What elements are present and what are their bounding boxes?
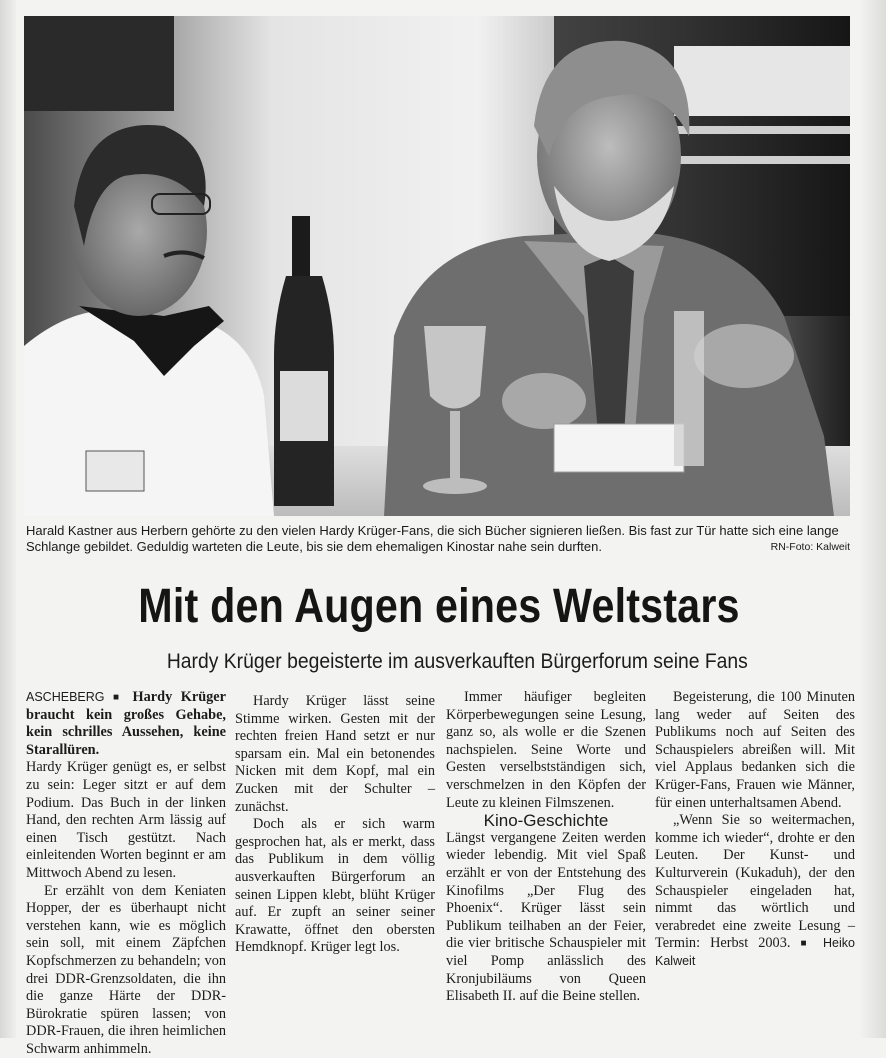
article-photo [24, 16, 850, 516]
bullet-icon: ■ [113, 692, 124, 703]
article-author: Heiko Kalweit [655, 936, 855, 968]
article-column-2 [235, 693, 435, 957]
article-paragraph: Hardy Krüger lässt seine Stimme wirken. Gesten mit der rechten freien Hand setzt er nur sparsam ein. Mal ein betonendes Nicken mit dem Kopf, mal ein Zucken mit der Schulter – zunächst. [235, 693, 435, 815]
article-paragraph-text: „Wenn Sie so weitermachen, komme ich wieder“, drohte er den Leuten. Der Kunst- und Kulturverein (Kukaduh), der den Schauspieler eingeladen hat, nimmt das wörtlich und verabredet eine zweite Lesung – Termin: Herbst 2003. [655, 812, 855, 952]
photo-caption [26, 523, 852, 555]
article-lead: Hardy Krüger braucht kein großes Gehabe, kein schrilles Aussehen, keine Starallüren. [26, 689, 226, 758]
article-paragraph: Er erzählt von dem Keniaten Hopper, der es überhaupt nicht verstehen kann, wie es möglich sein soll, mit einem Zäpfchen Kopfschmerzen zu behandeln; von drei DDR-Grenzsoldaten, die ihn die ganze Härte der DDR-Bürokratie spüren lassen; von DDR-Frauen, die ihren heimlichen Schwarm anhimmeln. [26, 882, 226, 1057]
photo-illustration [24, 16, 850, 516]
bullet-icon: ■ [800, 938, 813, 950]
article-paragraph: Doch als er sich warm gesprochen hat, als er merkt, dass das Publikum in dem völlig ausverkauften Bürgerforum an seinen Lippen klebt, blüht Krüger auf. Er zupft an seiner seiner Krawatte, öffnet den obersten Hemdknopf. Krüger legt los. [235, 816, 435, 956]
article-headline: Mit den Augen eines Weltstars [138, 580, 740, 633]
photo-caption-text: Harald Kastner aus Herbern gehörte zu den vielen Hardy Krüger-Fans, die sich Bücher signieren ließen. Bis fast zur Tür hatte sich eine lange Schlange gebildet. Geduldig warteten die Leute, bis sie dem ehemaligen Kinostar nahe sein durften. [26, 523, 839, 554]
article-subheadline: Hardy Krüger begeisterte im ausverkauften Bürgerforum seine Fans [166, 650, 748, 673]
article-column-1 [26, 689, 226, 1058]
article-paragraph: Begeisterung, die 100 Minuten lang weder auf Seiten des Publikums noch auf Seiten des Schauspielers abreißen will. Mit viel Applaus bedanken sich die Krüger-Fans, Frauen wie Männer, für einen unterhaltsamen Abend. [655, 689, 855, 811]
scan-edge-right [860, 0, 886, 1038]
article-dateline: ASCHEBERG [26, 690, 105, 704]
photo-credit: RN-Foto: Kalweit [770, 541, 850, 553]
article-paragraph: Hardy Krüger genügt es, er selbst zu sein: Leger sitzt er auf dem Podium. Das Buch in der linken Hand, den rechten Arm lässig auf einen Tisch gestützt. Nach einleitenden Worten beginnt er am Mittwoch Abend zu lesen. [26, 759, 226, 881]
article-column-3 [446, 689, 646, 1006]
scan-edge-left [0, 0, 16, 1038]
article-crosshead: Kino-Geschichte [483, 811, 609, 831]
article-paragraph-final [655, 812, 855, 970]
article-paragraph: Längst vergangene Zeiten werden wieder lebendig. Mit viel Spaß erzählt er von der Entstehung des Kinofilms „Der Flug des Phoenix“. Krüger lässt sein Publikum teilhaben an der Feier, die vier britische Schauspieler mit viel Pomp anlässlich des Kronjubiläums von Queen Elisabeth II. auf die Beine stellen. [446, 829, 646, 1005]
article-lead-paragraph [26, 689, 226, 759]
article-paragraph: Immer häufiger begleiten Körperbewegungen seine Lesung, ganz so, als wolle er die Szenen nachspielen. Seine Worte und Gesten verselbstständigen sich, verschmelzen in den Köpfen der Leute zu kleinen Filmszenen. [446, 689, 646, 811]
article-column-4 [655, 689, 855, 971]
